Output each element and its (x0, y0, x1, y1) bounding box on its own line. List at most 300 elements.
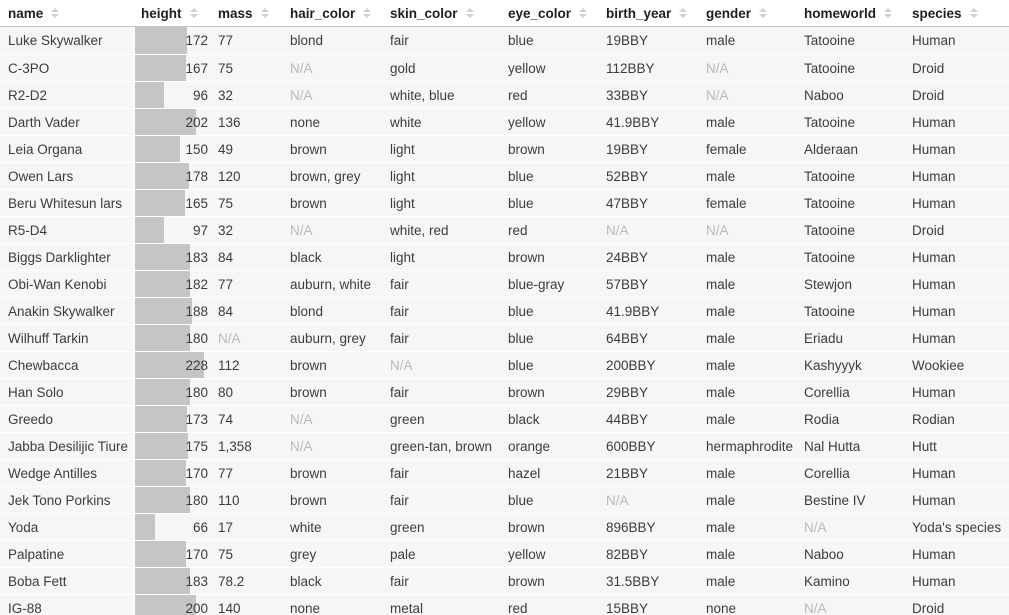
height-value: 180 (185, 384, 208, 400)
column-header-eye-color[interactable] (500, 0, 598, 27)
cell-height (133, 297, 210, 324)
cell-gender: N/A (698, 81, 796, 108)
cell-homeworld: Tatooine (796, 162, 904, 189)
cell-gender: male (698, 351, 796, 378)
cell-species: Human (904, 567, 1009, 594)
cell-mass: 32 (210, 216, 282, 243)
table-body (0, 27, 1009, 615)
cell-height (133, 486, 210, 513)
height-bar (135, 514, 155, 540)
cell-homeworld: Bestine IV (796, 486, 904, 513)
cell-homeworld: Tatooine (796, 189, 904, 216)
column-label-height: height (141, 5, 182, 21)
cell-skin-color: fair (382, 486, 500, 513)
column-header-homeworld[interactable] (796, 0, 904, 27)
column-label-birth-year: birth_year (606, 5, 672, 21)
cell-birth-year: 15BBY (598, 594, 698, 615)
cell-gender: male (698, 486, 796, 513)
height-bar (135, 55, 186, 81)
cell-species: Human (904, 108, 1009, 135)
sort-icon[interactable] (970, 8, 978, 18)
table-row (0, 405, 1009, 432)
column-label-species: species (912, 5, 962, 21)
cell-skin-color: white (382, 108, 500, 135)
cell-skin-color: fair (382, 297, 500, 324)
column-label-mass: mass (218, 5, 253, 21)
column-header-height[interactable] (133, 0, 210, 27)
cell-species: Rodian (904, 405, 1009, 432)
cell-hair-color: brown (282, 351, 382, 378)
cell-birth-year: 31.5BBY (598, 567, 698, 594)
cell-name: Darth Vader (0, 108, 133, 135)
table-row (0, 486, 1009, 513)
cell-skin-color: fair (382, 270, 500, 297)
height-bar (135, 433, 188, 459)
table-row (0, 594, 1009, 615)
cell-hair-color: N/A (282, 432, 382, 459)
cell-name: R2-D2 (0, 81, 133, 108)
cell-species: Hutt (904, 432, 1009, 459)
cell-name: Boba Fett (0, 567, 133, 594)
height-value: 180 (185, 330, 208, 346)
cell-eye-color: blue (500, 189, 598, 216)
height-value: 97 (192, 222, 208, 238)
height-bar (135, 568, 190, 594)
cell-hair-color: brown (282, 189, 382, 216)
cell-hair-color: auburn, grey (282, 324, 382, 351)
table-row (0, 108, 1009, 135)
height-value: 96 (192, 87, 208, 103)
cell-hair-color: N/A (282, 81, 382, 108)
cell-species: Droid (904, 81, 1009, 108)
cell-gender: male (698, 27, 796, 54)
cell-birth-year: 896BBY (598, 513, 698, 540)
table-row (0, 567, 1009, 594)
cell-gender: male (698, 513, 796, 540)
cell-homeworld: Stewjon (796, 270, 904, 297)
column-label-skin-color: skin_color (390, 5, 458, 21)
cell-eye-color: yellow (500, 540, 598, 567)
height-value: 188 (185, 303, 208, 319)
cell-birth-year: 41.9BBY (598, 108, 698, 135)
cell-skin-color: metal (382, 594, 500, 615)
cell-skin-color: light (382, 189, 500, 216)
cell-species: Human (904, 243, 1009, 270)
cell-skin-color: white, blue (382, 81, 500, 108)
table-row (0, 378, 1009, 405)
sort-icon[interactable] (363, 8, 371, 18)
table-row (0, 324, 1009, 351)
table-row (0, 81, 1009, 108)
sort-icon[interactable] (884, 8, 892, 18)
height-bar (135, 244, 190, 270)
column-header-species[interactable] (904, 0, 1009, 27)
cell-skin-color: fair (382, 567, 500, 594)
cell-height (133, 351, 210, 378)
cell-birth-year: 19BBY (598, 135, 698, 162)
column-header-hair-color[interactable] (282, 0, 382, 27)
cell-mass: 77 (210, 459, 282, 486)
cell-eye-color: hazel (500, 459, 598, 486)
height-value: 202 (185, 114, 208, 130)
column-label-name: name (8, 5, 44, 21)
cell-eye-color: brown (500, 378, 598, 405)
cell-homeworld: Naboo (796, 540, 904, 567)
column-label-gender: gender (706, 5, 752, 21)
cell-hair-color: brown, grey (282, 162, 382, 189)
cell-homeworld: Tatooine (796, 108, 904, 135)
cell-homeworld: Naboo (796, 81, 904, 108)
cell-hair-color: auburn, white (282, 270, 382, 297)
cell-hair-color: black (282, 243, 382, 270)
cell-hair-color: N/A (282, 405, 382, 432)
cell-birth-year: 82BBY (598, 540, 698, 567)
cell-birth-year: 33BBY (598, 81, 698, 108)
cell-birth-year: 52BBY (598, 162, 698, 189)
cell-name: Obi-Wan Kenobi (0, 270, 133, 297)
cell-eye-color: blue-gray (500, 270, 598, 297)
cell-mass: 75 (210, 54, 282, 81)
table-row (0, 27, 1009, 54)
cell-species: Wookiee (904, 351, 1009, 378)
cell-height (133, 54, 210, 81)
height-bar (135, 541, 186, 567)
cell-homeworld: Nal Hutta (796, 432, 904, 459)
cell-birth-year: 200BBY (598, 351, 698, 378)
cell-name: Chewbacca (0, 351, 133, 378)
cell-name: Luke Skywalker (0, 27, 133, 54)
cell-gender: male (698, 540, 796, 567)
cell-eye-color: yellow (500, 108, 598, 135)
sort-icon[interactable] (579, 8, 587, 18)
cell-birth-year: 44BBY (598, 405, 698, 432)
cell-eye-color: brown (500, 135, 598, 162)
cell-height (133, 459, 210, 486)
cell-skin-color: fair (382, 378, 500, 405)
cell-species: Human (904, 189, 1009, 216)
cell-skin-color: white, red (382, 216, 500, 243)
height-bar (135, 190, 185, 216)
cell-birth-year: N/A (598, 486, 698, 513)
cell-hair-color: none (282, 108, 382, 135)
cell-skin-color: fair (382, 27, 500, 54)
sort-icon[interactable] (190, 8, 198, 18)
cell-height (133, 243, 210, 270)
cell-species: Human (904, 297, 1009, 324)
cell-species: Human (904, 270, 1009, 297)
cell-hair-color: blond (282, 27, 382, 54)
sort-icon[interactable] (679, 8, 687, 18)
cell-hair-color: black (282, 567, 382, 594)
cell-name: Wilhuff Tarkin (0, 324, 133, 351)
cell-homeworld: Tatooine (796, 243, 904, 270)
cell-birth-year: 57BBY (598, 270, 698, 297)
height-value: 167 (185, 60, 208, 76)
height-value: 200 (185, 600, 208, 615)
cell-hair-color: brown (282, 486, 382, 513)
table-row (0, 459, 1009, 486)
cell-gender: male (698, 324, 796, 351)
height-value: 165 (185, 195, 208, 211)
cell-species: Human (904, 540, 1009, 567)
table-row (0, 216, 1009, 243)
cell-eye-color: blue (500, 324, 598, 351)
cell-skin-color: pale (382, 540, 500, 567)
cell-name: R5-D4 (0, 216, 133, 243)
column-header-skin-color[interactable] (382, 0, 500, 27)
cell-homeworld: Corellia (796, 459, 904, 486)
cell-mass: 77 (210, 27, 282, 54)
cell-gender: male (698, 162, 796, 189)
height-value: 180 (185, 492, 208, 508)
cell-birth-year: 112BBY (598, 54, 698, 81)
cell-mass: 112 (210, 351, 282, 378)
height-bar (135, 82, 164, 108)
cell-eye-color: red (500, 216, 598, 243)
cell-eye-color: brown (500, 567, 598, 594)
cell-mass: 49 (210, 135, 282, 162)
cell-birth-year: 47BBY (598, 189, 698, 216)
cell-skin-color: light (382, 243, 500, 270)
cell-hair-color: N/A (282, 54, 382, 81)
cell-mass: 110 (210, 486, 282, 513)
cell-hair-color: brown (282, 135, 382, 162)
cell-name: Wedge Antilles (0, 459, 133, 486)
cell-mass: 78.2 (210, 567, 282, 594)
cell-homeworld: Tatooine (796, 297, 904, 324)
height-value: 183 (185, 249, 208, 265)
cell-mass: 140 (210, 594, 282, 615)
cell-homeworld: N/A (796, 594, 904, 615)
sort-icon[interactable] (759, 8, 767, 18)
cell-eye-color: black (500, 405, 598, 432)
cell-homeworld: Kamino (796, 567, 904, 594)
cell-species: Human (904, 459, 1009, 486)
table-row (0, 162, 1009, 189)
cell-skin-color: fair (382, 459, 500, 486)
height-bar (135, 406, 187, 432)
table-row (0, 432, 1009, 459)
height-value: 183 (185, 573, 208, 589)
cell-birth-year: 64BBY (598, 324, 698, 351)
cell-homeworld: Corellia (796, 378, 904, 405)
cell-skin-color: green (382, 513, 500, 540)
column-header-mass[interactable] (210, 0, 282, 27)
cell-name: C-3PO (0, 54, 133, 81)
height-value: 178 (185, 168, 208, 184)
cell-hair-color: brown (282, 459, 382, 486)
height-bar (135, 136, 180, 162)
cell-name: Jabba Desilijic Tiure (0, 432, 133, 459)
cell-height (133, 108, 210, 135)
height-bar (135, 460, 186, 486)
cell-mass: 120 (210, 162, 282, 189)
cell-species: Droid (904, 54, 1009, 81)
cell-gender: N/A (698, 216, 796, 243)
cell-name: Palpatine (0, 540, 133, 567)
cell-eye-color: yellow (500, 54, 598, 81)
cell-name: Jek Tono Porkins (0, 486, 133, 513)
table-header (0, 0, 1009, 27)
column-label-homeworld: homeworld (804, 5, 877, 21)
height-value: 173 (185, 411, 208, 427)
cell-height (133, 216, 210, 243)
height-bar (135, 163, 189, 189)
cell-name: Owen Lars (0, 162, 133, 189)
cell-height (133, 162, 210, 189)
cell-birth-year: 600BBY (598, 432, 698, 459)
cell-mass: 75 (210, 540, 282, 567)
height-value: 228 (185, 357, 208, 373)
cell-gender: male (698, 108, 796, 135)
cell-height (133, 432, 210, 459)
cell-eye-color: blue (500, 297, 598, 324)
cell-species: Human (904, 135, 1009, 162)
cell-species: Human (904, 378, 1009, 405)
cell-skin-color: light (382, 135, 500, 162)
cell-name: Beru Whitesun lars (0, 189, 133, 216)
cell-name: Han Solo (0, 378, 133, 405)
cell-height (133, 81, 210, 108)
cell-birth-year: 19BBY (598, 27, 698, 54)
cell-skin-color: green-tan, brown (382, 432, 500, 459)
cell-homeworld: Eriadu (796, 324, 904, 351)
cell-hair-color: white (282, 513, 382, 540)
sort-icon[interactable] (261, 8, 269, 18)
table-row (0, 351, 1009, 378)
cell-skin-color: gold (382, 54, 500, 81)
cell-height (133, 513, 210, 540)
height-value: 66 (192, 519, 208, 535)
cell-mass: 80 (210, 378, 282, 405)
cell-name: Leia Organa (0, 135, 133, 162)
cell-height (133, 405, 210, 432)
cell-mass: 17 (210, 513, 282, 540)
height-bar (135, 298, 192, 324)
cell-gender: male (698, 243, 796, 270)
cell-skin-color: light (382, 162, 500, 189)
cell-name: IG-88 (0, 594, 133, 615)
cell-name: Biggs Darklighter (0, 243, 133, 270)
cell-height (133, 567, 210, 594)
column-label-eye-color: eye_color (508, 5, 572, 21)
cell-homeworld: Kashyyyk (796, 351, 904, 378)
cell-species: Human (904, 486, 1009, 513)
cell-hair-color: none (282, 594, 382, 615)
header-row (0, 0, 1009, 27)
cell-name: Anakin Skywalker (0, 297, 133, 324)
cell-mass: 32 (210, 81, 282, 108)
cell-homeworld: Alderaan (796, 135, 904, 162)
height-value: 182 (185, 276, 208, 292)
cell-eye-color: blue (500, 351, 598, 378)
cell-species: Human (904, 27, 1009, 54)
cell-hair-color: N/A (282, 216, 382, 243)
cell-eye-color: blue (500, 27, 598, 54)
cell-mass: 1,358 (210, 432, 282, 459)
table-row (0, 540, 1009, 567)
cell-mass: N/A (210, 324, 282, 351)
cell-name: Yoda (0, 513, 133, 540)
cell-hair-color: blond (282, 297, 382, 324)
cell-species: Droid (904, 594, 1009, 615)
cell-mass: 77 (210, 270, 282, 297)
table-row (0, 54, 1009, 81)
height-value: 172 (185, 33, 208, 48)
height-bar (135, 487, 190, 513)
height-bar (135, 217, 164, 243)
cell-eye-color: orange (500, 432, 598, 459)
column-header-birth-year[interactable] (598, 0, 698, 27)
table-row (0, 513, 1009, 540)
cell-gender: hermaphrodite (698, 432, 796, 459)
cell-birth-year: 24BBY (598, 243, 698, 270)
height-bar (135, 27, 187, 54)
table-row (0, 270, 1009, 297)
table-row (0, 297, 1009, 324)
cell-mass: 74 (210, 405, 282, 432)
cell-birth-year: 29BBY (598, 378, 698, 405)
height-value: 150 (185, 141, 208, 157)
cell-species: Human (904, 324, 1009, 351)
column-header-name[interactable] (0, 0, 133, 27)
cell-skin-color: N/A (382, 351, 500, 378)
cell-homeworld: Rodia (796, 405, 904, 432)
cell-eye-color: brown (500, 513, 598, 540)
height-bar (135, 325, 190, 351)
cell-gender: male (698, 459, 796, 486)
cell-birth-year: 41.9BBY (598, 297, 698, 324)
cell-birth-year: 21BBY (598, 459, 698, 486)
cell-height (133, 324, 210, 351)
cell-gender: female (698, 189, 796, 216)
cell-gender: none (698, 594, 796, 615)
cell-skin-color: fair (382, 324, 500, 351)
cell-mass: 75 (210, 189, 282, 216)
height-value: 170 (185, 465, 208, 481)
cell-eye-color: red (500, 81, 598, 108)
cell-height (133, 135, 210, 162)
height-bar (135, 379, 190, 405)
cell-eye-color: brown (500, 243, 598, 270)
cell-species: Yoda's species (904, 513, 1009, 540)
cell-hair-color: grey (282, 540, 382, 567)
cell-homeworld: N/A (796, 513, 904, 540)
cell-homeworld: Tatooine (796, 54, 904, 81)
sort-icon[interactable] (51, 8, 59, 18)
cell-gender: male (698, 405, 796, 432)
cell-gender: male (698, 567, 796, 594)
cell-gender: male (698, 297, 796, 324)
column-label-hair-color: hair_color (290, 5, 356, 21)
cell-skin-color: green (382, 405, 500, 432)
cell-height (133, 540, 210, 567)
cell-gender: male (698, 378, 796, 405)
column-header-gender[interactable] (698, 0, 796, 27)
cell-height (133, 594, 210, 615)
cell-eye-color: blue (500, 162, 598, 189)
cell-homeworld: Tatooine (796, 216, 904, 243)
cell-hair-color: brown (282, 378, 382, 405)
cell-homeworld: Tatooine (796, 27, 904, 54)
table-row (0, 189, 1009, 216)
table-row (0, 243, 1009, 270)
sort-icon[interactable] (466, 8, 474, 18)
cell-gender: female (698, 135, 796, 162)
cell-gender: male (698, 270, 796, 297)
table-row (0, 135, 1009, 162)
cell-name: Greedo (0, 405, 133, 432)
